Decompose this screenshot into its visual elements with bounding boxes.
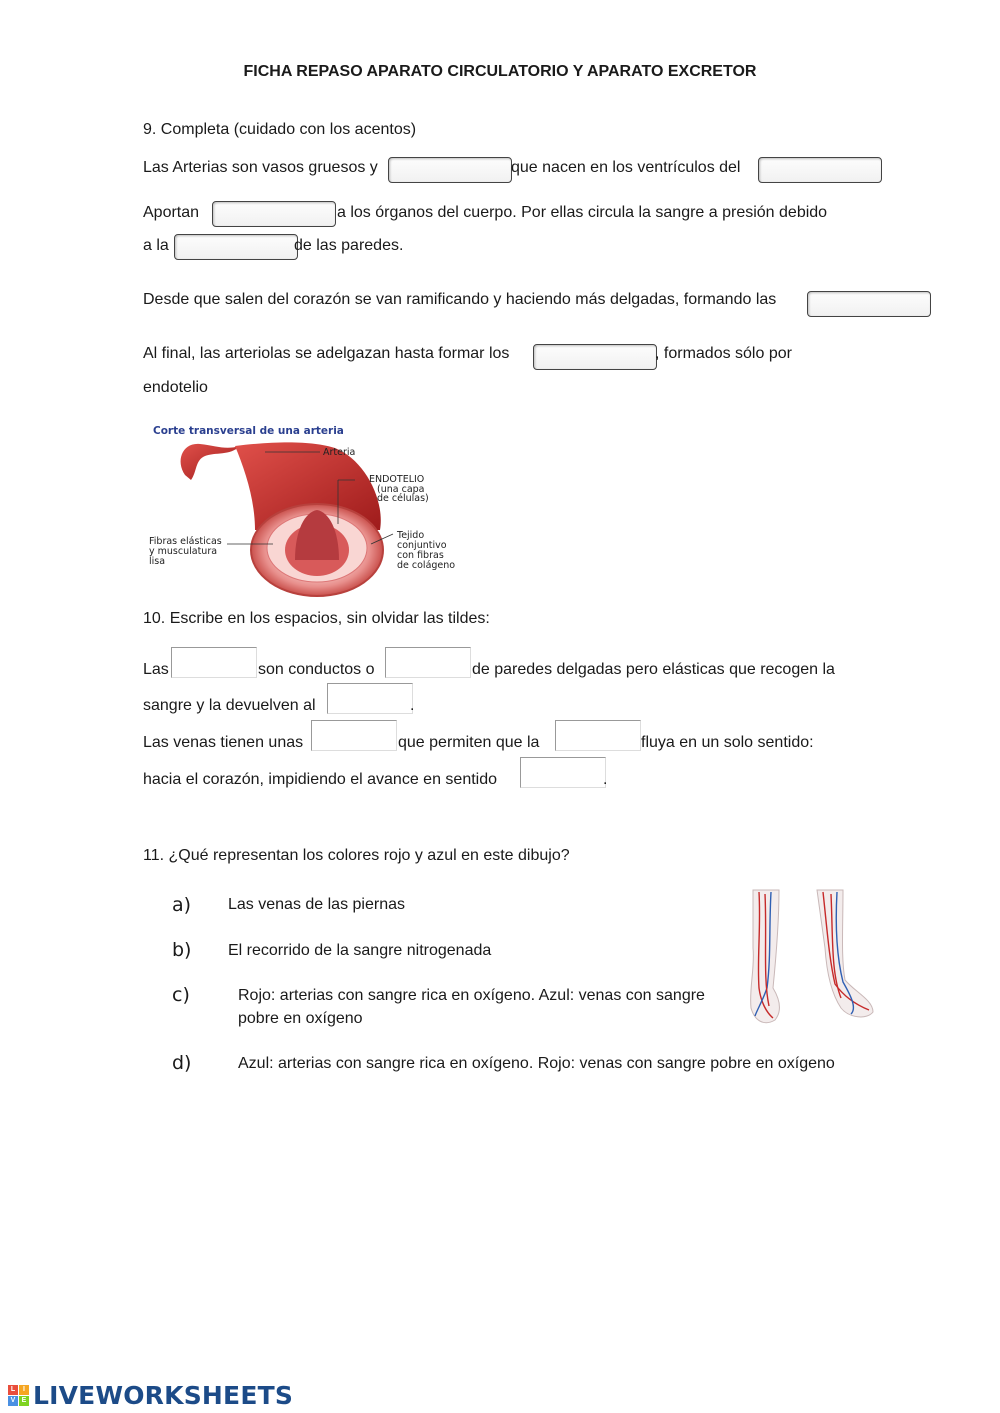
q9-blank-5[interactable] — [807, 291, 931, 317]
legs-circulation-image — [745, 888, 880, 1030]
q10-blank-1[interactable] — [171, 647, 257, 678]
option-d-letter[interactable]: d) — [172, 1052, 192, 1074]
q10-line4-b: . — [603, 771, 608, 788]
q9-heading: 9. Completa (cuidado con los acentos) — [143, 121, 417, 138]
artery-cross-section-figure — [145, 420, 475, 600]
q9-line5-a: Al final, las arteriolas se adelgazan hasta formar los — [143, 345, 510, 362]
q9-blank-6[interactable] — [533, 344, 657, 370]
label-arteria: Arteria — [323, 447, 356, 458]
q9-line3-b: de las paredes. — [294, 237, 404, 254]
option-b-text[interactable]: El recorrido de la sangre nitrogenada — [228, 942, 492, 959]
q10-line1-a: Las — [143, 661, 169, 678]
q11-heading: 11. ¿Qué representan los colores rojo y azul en este dibujo? — [143, 847, 570, 864]
liveworksheets-logo[interactable]: LIVEWORKSHEETS — [33, 1381, 294, 1410]
option-c-text-line2[interactable]: pobre en oxígeno — [238, 1010, 363, 1027]
page-title: FICHA REPASO APARATO CIRCULATORIO Y APARATO EXCRETOR — [243, 63, 757, 80]
q10-line4-a: hacia el corazón, impidiendo el avance en sentido — [143, 771, 498, 788]
label-tejido-2: conjuntivo — [397, 540, 447, 551]
q10-blank-5[interactable] — [555, 720, 641, 751]
logo-block-i: I — [19, 1385, 29, 1395]
q9-line5-b: , formados sólo por — [655, 345, 792, 362]
logo-block-v: V — [8, 1396, 18, 1406]
option-d-text[interactable]: Azul: arterias con sangre rica en oxígeno. Rojo: venas con sangre pobre en oxígeno — [238, 1055, 835, 1072]
logo-mark — [8, 1385, 30, 1407]
q10-blank-2[interactable] — [385, 647, 471, 678]
label-tejido-4: de colágeno — [397, 560, 456, 571]
option-b-letter[interactable]: b) — [172, 939, 192, 961]
option-a-letter[interactable]: a) — [172, 894, 192, 916]
q9-line6: endotelio — [143, 379, 208, 396]
q9-line2-a: Aportan — [143, 204, 200, 221]
q10-blank-6[interactable] — [520, 757, 606, 788]
q9-line4: Desde que salen del corazón se van ramificando y haciendo más delgadas, formando las — [143, 291, 777, 308]
label-tejido-3: con fibras — [397, 550, 444, 561]
q10-line3-a: Las venas tienen unas — [143, 734, 304, 751]
q9-blank-3[interactable] — [212, 201, 336, 227]
q9-line2-b: a los órganos del cuerpo. Por ellas circula la sangre a presión debido — [337, 204, 828, 221]
q10-line3-b: que permiten que la — [398, 734, 540, 751]
logo-block-e: E — [19, 1396, 29, 1406]
label-endotelio: ENDOTELIO — [369, 474, 425, 485]
q9-line1-b: que nacen en los ventrículos del — [511, 159, 741, 176]
q10-line3-c: fluya en un solo sentido: — [641, 734, 814, 751]
label-fibras-2: y musculatura — [149, 546, 218, 557]
q10-line1-b: son conductos o — [258, 661, 375, 678]
q9-blank-1[interactable] — [388, 157, 512, 183]
q9-line1-a: Las Arterias son vasos gruesos y — [143, 159, 378, 176]
option-a-text[interactable]: Las venas de las piernas — [228, 896, 405, 913]
label-fibras-1: Fibras elásticas — [149, 536, 222, 547]
q10-blank-3[interactable] — [327, 683, 413, 714]
label-fibras-3: lisa — [149, 556, 166, 567]
q10-heading: 10. Escribe en los espacios, sin olvidar las tildes: — [143, 610, 490, 627]
q9-blank-4[interactable] — [174, 234, 298, 260]
label-endotelio-sub1: (una capa — [377, 484, 425, 495]
logo-block-l: L — [8, 1385, 18, 1395]
option-c-text[interactable]: Rojo: arterias con sangre rica en oxígeno. Azul: venas con sangre — [238, 987, 705, 1004]
q10-line2-b: . — [410, 697, 415, 714]
label-tejido-1: Tejido — [397, 530, 425, 541]
q9-blank-2[interactable] — [758, 157, 882, 183]
q9-line3-a: a la — [143, 237, 169, 254]
label-endotelio-sub2: de células) — [377, 493, 429, 504]
q10-line1-c: de paredes delgadas pero elásticas que recogen la — [472, 661, 835, 678]
figure-title: Corte transversal de una arteria — [153, 425, 344, 437]
option-c-letter[interactable]: c) — [172, 984, 190, 1006]
q10-line2-a: sangre y la devuelven al — [143, 697, 316, 714]
artery-tail — [181, 444, 240, 480]
q10-blank-4[interactable] — [311, 720, 397, 751]
